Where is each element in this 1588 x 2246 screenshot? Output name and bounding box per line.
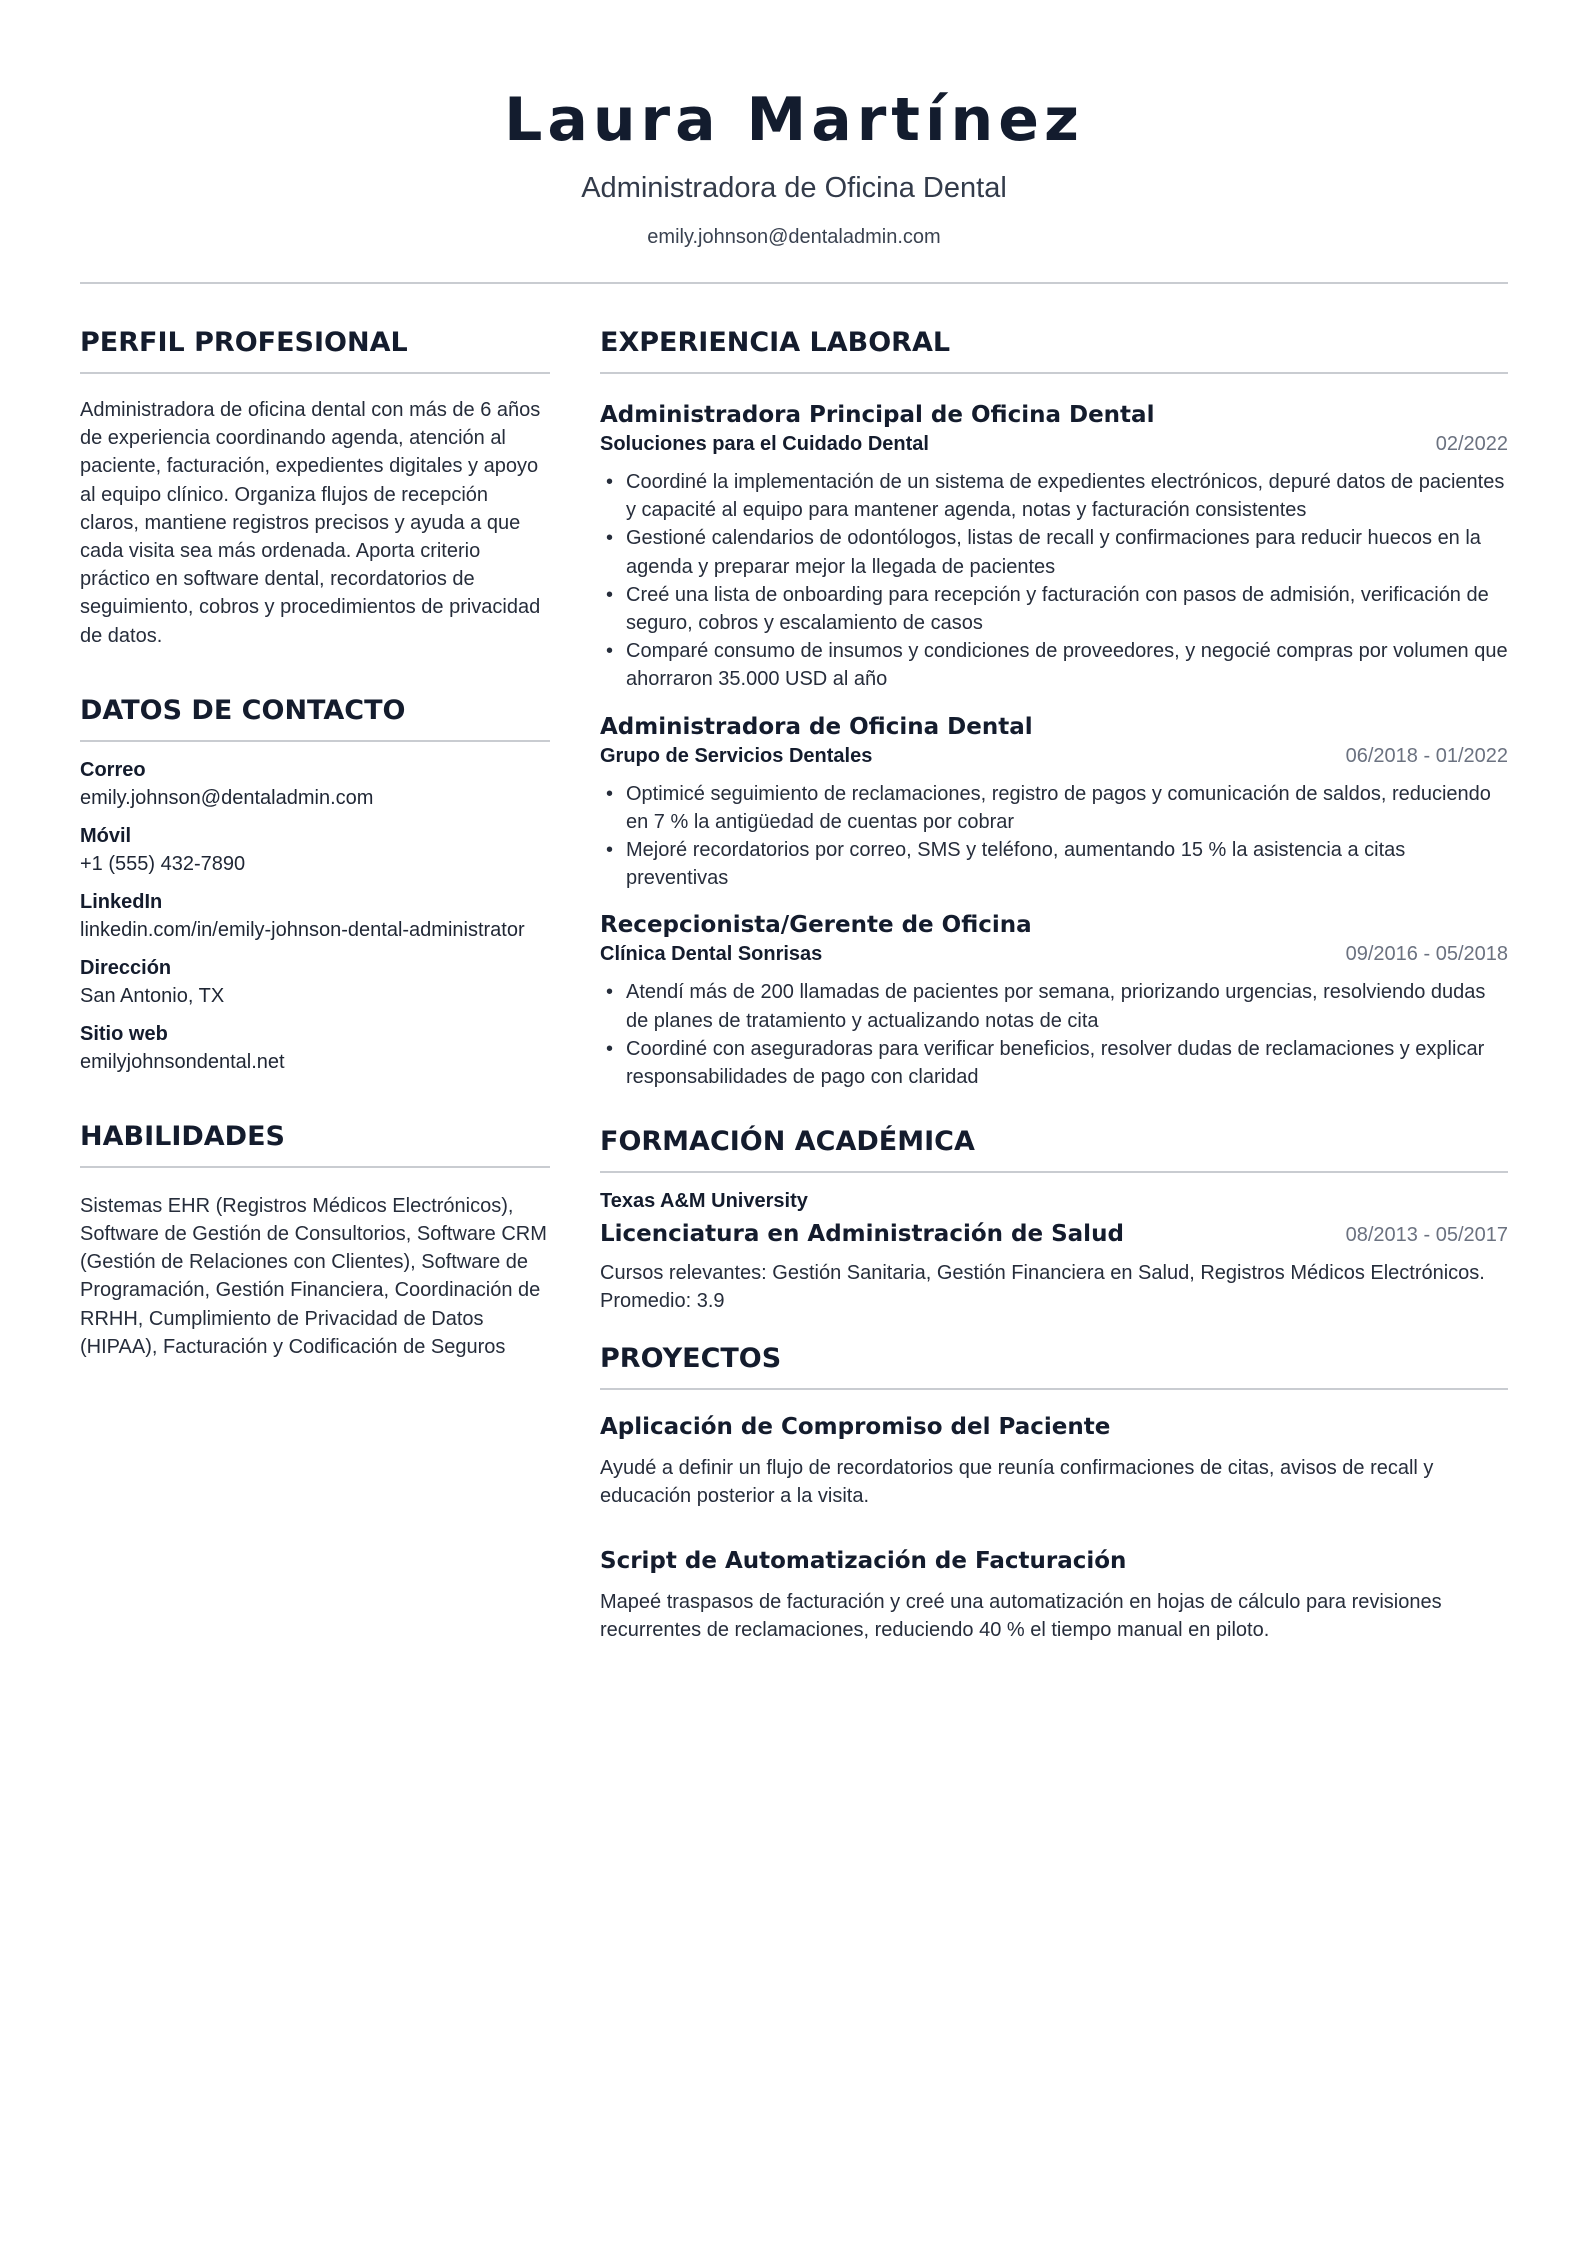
education-details: Cursos relevantes: Gestión Sanitaria, Gestión Financiera en Salud, Registros Médicos Electrónicos. Promedio: 3.9 — [600, 1262, 1485, 1313]
projects-heading: PROYECTOS — [600, 1342, 1508, 1390]
job-bullets — [600, 978, 1508, 1091]
candidate-name: Laura Martínez — [504, 85, 1084, 155]
header-divider — [80, 282, 1508, 284]
job-dates: 09/2016 - 05/2018 — [1345, 943, 1508, 966]
education-school: Texas A&M University — [600, 1190, 808, 1213]
contact-item-website — [80, 1020, 550, 1076]
job-bullet: • Coordiné con aseguradoras para verificar beneficios, resolver dudas de reclamaciones y explicar responsabilidades de pago con claridad — [600, 1035, 1508, 1091]
candidate-title: Administradora de Oficina Dental — [581, 172, 1007, 204]
contact-label: Móvil — [80, 824, 132, 847]
contact-address-value: San Antonio, TX — [80, 984, 225, 1007]
contact-label: Dirección — [80, 956, 172, 979]
contact-list — [80, 756, 550, 1076]
job-bullet: • Atendí más de 200 llamadas de pacientes por semana, priorizando urgencias, resolviendo dudas de planes de tratamiento y actualizando notas de cita — [600, 978, 1508, 1034]
contact-item-address — [80, 954, 550, 1010]
contact-phone-value[interactable]: +1 (555) 432-7890 — [80, 852, 246, 875]
education-heading: FORMACIÓN ACADÉMICA — [600, 1125, 1508, 1173]
job-title: Recepcionista/Gerente de Oficina — [600, 912, 1032, 939]
skills-text: Sistemas EHR (Registros Médicos Electrónicos), Software de Gestión de Consultorios, Software CRM (Gestión de Relaciones con Clientes), Software de Programación, Gestión Financiera, Coordinación de RRHH, Cumplimiento de Privacidad de Datos (HIPAA), Facturación y Codificación de Seguros — [80, 1194, 547, 1358]
skills-section — [80, 1120, 550, 1361]
education-dates: 08/2013 - 05/2017 — [1345, 1224, 1508, 1247]
skills-heading: HABILIDADES — [80, 1120, 550, 1168]
project-name: Aplicación de Compromiso del Paciente — [600, 1413, 1111, 1440]
job-entry — [600, 712, 1508, 893]
job-dates: 02/2022 — [1435, 433, 1508, 455]
job-company: Clínica Dental Sonrisas — [600, 943, 823, 966]
job-company: Grupo de Servicios Dentales — [600, 744, 873, 767]
projects-section — [600, 1342, 1508, 1645]
profile-text: Administradora de oficina dental con más de 6 años de experiencia coordinando agenda, atención al paciente, facturación, expedientes digitales y apoyo al equipo clínico. Organiza flujos de recepción claros, mantiene registros precisos y ayuda a que cada visita sea más ordenada. Aporta criterio práctico en software dental, recordatorios de seguimiento, cobros y procedimientos de privacidad de datos. — [80, 399, 541, 647]
contact-item-phone — [80, 822, 550, 878]
experience-heading: EXPERIENCIA LABORAL — [600, 326, 1508, 374]
education-section — [600, 1125, 1508, 1315]
job-title: Administradora de Oficina Dental — [600, 713, 1033, 740]
contact-label: Sitio web — [80, 1022, 168, 1045]
job-bullets — [600, 468, 1508, 694]
job-bullet: • Mejoré recordatorios por correo, SMS y teléfono, aumentando 15 % la asistencia a citas preventivas — [600, 836, 1508, 892]
job-bullet: • Comparé consumo de insumos y condiciones de proveedores, y negocié compras por volumen que ahorraron 35.000 USD al año — [600, 637, 1508, 693]
project-entry — [600, 1546, 1508, 1644]
job-bullet: • Gestioné calendarios de odontólogos, listas de recall y confirmaciones para reducir huecos en la agenda y preparar mejor la llegada de pacientes — [600, 524, 1508, 580]
project-entry — [600, 1412, 1508, 1510]
project-description: Mapeé traspasos de facturación y creé una automatización en hojas de cálculo para revisiones recurrentes de reclamaciones, reduciendo 40 % el tiempo manual en piloto. — [600, 1591, 1442, 1642]
job-meta — [600, 940, 1508, 968]
project-description: Ayudé a definir un flujo de recordatorios que reunía confirmaciones de citas, avisos de recall y educación posterior a la visita. — [600, 1456, 1434, 1507]
contact-email-value[interactable]: emily.johnson@dentaladmin.com — [80, 786, 374, 809]
left-column — [80, 326, 550, 1688]
job-title: Administradora Principal de Oficina Dental — [600, 402, 1155, 428]
contact-label: LinkedIn — [80, 890, 163, 913]
job-bullet: • Coordiné la implementación de un sistema de expedientes electrónicos, depuré datos de pacientes y capacité al equipo para mantener agenda, notas y facturación consistentes — [600, 468, 1508, 524]
contact-section — [80, 694, 550, 1076]
job-bullets — [600, 780, 1508, 893]
job-bullet: • Creé una lista de onboarding para recepción y facturación con pasos de admisión, verificación de seguro, cobros y escalamiento de casos — [600, 581, 1508, 637]
education-degree: Licenciatura en Administración de Salud — [600, 1221, 1124, 1248]
contact-linkedin-value[interactable]: linkedin.com/in/emily-johnson-dental-administrator — [80, 918, 525, 941]
job-dates: 06/2018 - 01/2022 — [1345, 744, 1508, 767]
contact-item-linkedin — [80, 888, 550, 944]
job-entry — [600, 910, 1508, 1091]
job-bullet: • Optimicé seguimiento de reclamaciones, registro de pagos y comunicación de saldos, reduciendo en 7 % la antigüedad de cuentas por cobrar — [600, 780, 1508, 836]
contact-heading: DATOS DE CONTACTO — [80, 694, 550, 742]
header-email[interactable]: emily.johnson@dentaladmin.com — [647, 226, 941, 248]
experience-section — [600, 326, 1508, 1091]
project-name: Script de Automatización de Facturación — [600, 1548, 1127, 1575]
job-company: Soluciones para el Cuidado Dental — [600, 433, 929, 455]
profile-section — [80, 326, 550, 650]
contact-website-value[interactable]: emilyjohnsondental.net — [80, 1050, 285, 1073]
education-meta — [600, 1219, 1508, 1249]
contact-label: Correo — [80, 758, 146, 781]
profile-heading: PERFIL PROFESIONAL — [80, 326, 550, 374]
job-entry — [600, 400, 1508, 694]
job-meta — [600, 430, 1508, 458]
resume-header — [80, 0, 1508, 250]
job-meta — [600, 742, 1508, 770]
content-columns — [80, 326, 1508, 1688]
right-column — [600, 326, 1508, 1688]
contact-item-email — [80, 756, 550, 812]
